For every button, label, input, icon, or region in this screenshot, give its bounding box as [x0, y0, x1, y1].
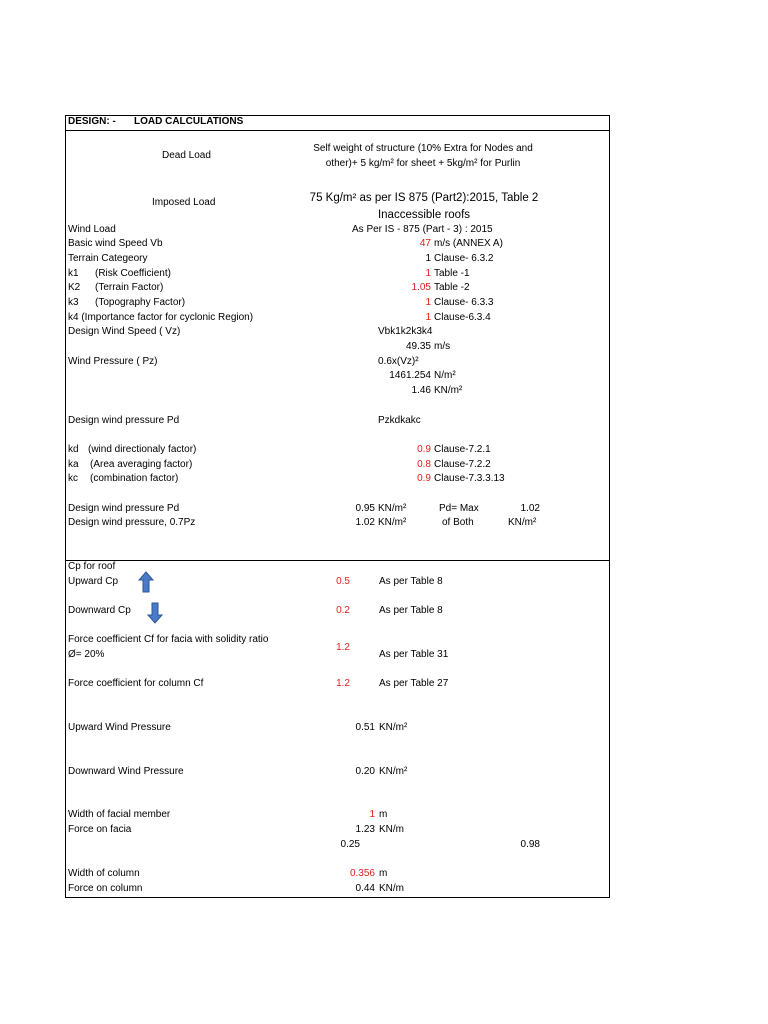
- column-width-unit: m: [379, 868, 388, 879]
- kc-value: 0.9: [417, 473, 431, 484]
- wind-load-label: Wind Load: [68, 224, 116, 235]
- facia-force-value-3: 0.98: [520, 839, 540, 850]
- k2-ref: Table -2: [434, 282, 470, 293]
- ka-value: 0.8: [417, 459, 431, 470]
- vb-label: Basic wind Speed Vb: [68, 238, 163, 249]
- k3-label: (Topography Factor): [95, 297, 186, 308]
- k2-label: (Terrain Factor): [95, 282, 164, 293]
- upward-cp-value: 0.5: [336, 576, 350, 587]
- pd-unit: KN/m²: [378, 503, 407, 514]
- k4-ref: Clause-6.3.4: [434, 312, 491, 323]
- kc-ref: Clause-7.3.3.13: [434, 473, 505, 484]
- table-frame-top: [65, 115, 610, 561]
- downward-cp-ref: As per Table 8: [379, 605, 443, 616]
- vb-unit: m/s (ANNEX A): [434, 238, 503, 249]
- pz-unit-n: N/m²: [434, 370, 456, 381]
- pd-formula-label: Design wind pressure Pd: [68, 415, 180, 426]
- downward-cp-value: 0.2: [336, 605, 350, 616]
- column-cf-ref: As per Table 27: [379, 678, 449, 689]
- cp-heading: Cp for roof: [68, 561, 116, 572]
- vz-label: Design Wind Speed ( Vz): [68, 326, 181, 337]
- pd-max-label: Pd= Max: [439, 503, 479, 514]
- upward-pressure-label: Upward Wind Pressure: [68, 722, 171, 733]
- kc-label: (combination factor): [90, 473, 179, 484]
- vz-value: 49.35: [405, 341, 431, 352]
- pd-max-value: 1.02: [520, 503, 540, 514]
- facia-force-label: Force on facia: [68, 824, 132, 835]
- column-force-unit: KN/m: [379, 883, 404, 894]
- imposed-load-label: Imposed Load: [152, 197, 216, 208]
- pz-formula: 0.6x(Vz)²: [378, 356, 419, 367]
- vz-formula: Vbk1k2k3k4: [378, 326, 433, 337]
- kc-sym: kc: [68, 473, 78, 484]
- facia-cf-value: 1.2: [336, 642, 350, 653]
- upward-cp-label: Upward Cp: [68, 576, 119, 587]
- k2-value: 1.05: [411, 282, 431, 293]
- ka-label: (Area averaging factor): [90, 459, 193, 470]
- pz-unit-kn: KN/m²: [434, 385, 463, 396]
- terrain-ref: Clause- 6.3.2: [434, 253, 494, 264]
- facia-cf-label-2: Ø= 20%: [68, 649, 105, 660]
- k4-label: k4 (Importance factor for cyclonic Region): [68, 312, 254, 323]
- pz07-unit: KN/m²: [378, 517, 407, 528]
- arrow-up-icon: [138, 571, 154, 593]
- column-width-value: 0.356: [349, 868, 375, 879]
- arrow-down-icon: [147, 602, 163, 624]
- pz-value-n: 1461.254: [389, 370, 431, 381]
- header-design: DESIGN: -: [68, 116, 116, 127]
- downward-cp-label: Downward Cp: [68, 605, 131, 616]
- k1-label: (Risk Coefficient): [95, 268, 171, 279]
- column-cf-label: Force coefficient for column Cf: [68, 678, 204, 689]
- kd-sym: kd: [68, 444, 79, 455]
- header-divider: [65, 130, 610, 131]
- k3-ref: Clause- 6.3.3: [434, 297, 494, 308]
- facia-cf-ref: As per Table 31: [379, 649, 449, 660]
- column-width-label: Width of column: [68, 868, 140, 879]
- facia-width-value: 1: [369, 809, 375, 820]
- column-cf-value: 1.2: [336, 678, 350, 689]
- facia-cf-label-1: Force coefficient Cf for facia with solidity ratio: [68, 634, 269, 645]
- pd-formula: Pzkdkakc: [378, 415, 421, 426]
- facia-force-value: 1.23: [355, 824, 375, 835]
- k3-value: 1: [425, 297, 431, 308]
- terrain-label: Terrain Categeory: [68, 253, 148, 264]
- wind-standard: As Per IS - 875 (Part - 3) : 2015: [352, 224, 493, 235]
- pd-label: Design wind pressure Pd: [68, 503, 180, 514]
- vz-unit: m/s: [434, 341, 451, 352]
- pz-value-kn: 1.46: [411, 385, 431, 396]
- facia-width-unit: m: [379, 809, 388, 820]
- upward-pressure-unit: KN/m²: [379, 722, 408, 733]
- k1-value: 1: [425, 268, 431, 279]
- upward-pressure-value: 0.51: [355, 722, 375, 733]
- downward-pressure-label: Downward Wind Pressure: [68, 766, 184, 777]
- terrain-value: 1: [425, 253, 431, 264]
- dead-load-desc: Self weight of structure (10% Extra for Nodes and other)+ 5 kg/m² for sheet + 5kg/m² for Purlin: [313, 143, 533, 169]
- page-title: LOAD CALCULATIONS: [134, 116, 244, 127]
- k2-sym: K2: [68, 282, 81, 293]
- ka-ref: Clause-7.2.2: [434, 459, 491, 470]
- k4-value: 1: [425, 312, 431, 323]
- upward-cp-ref: As per Table 8: [379, 576, 443, 587]
- facia-force-value-2: 0.25: [340, 839, 360, 850]
- pd-max-both: of Both: [442, 517, 474, 528]
- dead-load-label: Dead Load: [162, 150, 211, 161]
- downward-pressure-value: 0.20: [355, 766, 375, 777]
- pz-label: Wind Pressure ( Pz): [68, 356, 158, 367]
- kd-label: (wind directionaly factor): [88, 444, 197, 455]
- k1-ref: Table -1: [434, 268, 470, 279]
- vb-value: 47: [419, 238, 431, 249]
- facia-force-unit: KN/m: [379, 824, 404, 835]
- column-force-value: 0.44: [355, 883, 375, 894]
- k3-sym: k3: [68, 297, 79, 308]
- ka-sym: ka: [68, 459, 79, 470]
- kd-ref: Clause-7.2.1: [434, 444, 491, 455]
- pd-value: 0.95: [355, 503, 375, 514]
- column-force-label: Force on column: [68, 883, 143, 894]
- pz07-label: Design wind pressure, 0.7Pz: [68, 517, 196, 528]
- facia-width-label: Width of facial member: [68, 809, 171, 820]
- imposed-load-desc: 75 Kg/m² as per IS 875 (Part2):2015, Table 2 Inaccessible roofs: [309, 192, 539, 221]
- pz07-value: 1.02: [355, 517, 375, 528]
- downward-pressure-unit: KN/m²: [379, 766, 408, 777]
- k1-sym: k1: [68, 268, 79, 279]
- pd-max-unit: KN/m²: [508, 517, 537, 528]
- kd-value: 0.9: [417, 444, 431, 455]
